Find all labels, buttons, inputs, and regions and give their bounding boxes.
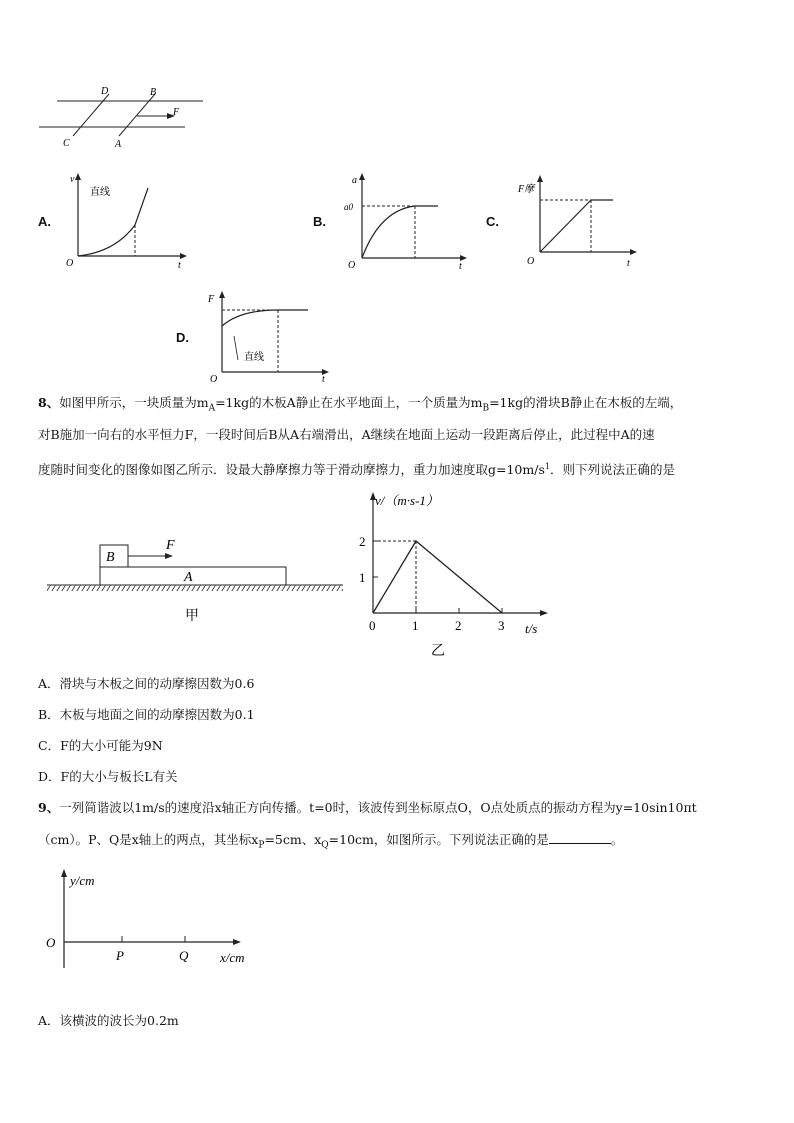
- q8-option-c[interactable]: C．F的大小可能为9N: [38, 738, 163, 753]
- svg-text:O: O: [66, 258, 74, 269]
- caption-yi: 乙: [431, 644, 445, 659]
- q7-option-a-graph: [60, 170, 190, 270]
- q7-option-c-letter[interactable]: C.: [486, 214, 499, 229]
- q8-number: 8、: [38, 395, 60, 410]
- y-cm-label: y/cm: [70, 873, 95, 888]
- label-D: D: [101, 86, 109, 97]
- force-f-label: F: [166, 538, 175, 553]
- origin-label: O: [46, 935, 56, 950]
- q8-stem-line-1: 8、如图甲所示，一块质量为$m_A=1kg$的木板A静止在水平地面上，一个质量为$m_B=1kg$的滑块B静止在木板的左端，: [38, 395, 683, 414]
- answer-blank[interactable]: [549, 831, 611, 844]
- svg-text:t: t: [627, 258, 630, 269]
- x-axis-label: t/s: [525, 621, 538, 636]
- point-q-label: Q: [179, 948, 189, 963]
- svg-text:O: O: [210, 374, 218, 385]
- svg-text:直线: 直线: [244, 352, 264, 363]
- svg-text:v: v: [70, 174, 75, 185]
- q9-stem-line-2: （cm）。P、Q是x轴上的两点，其坐标$x_P=5cm$、$x_Q=10cm$，如图所示。下列说法正确的是 。: [38, 832, 624, 851]
- q7-option-b-graph: [340, 170, 470, 270]
- y-tick-label: 1: [359, 570, 366, 585]
- q8-option-a[interactable]: A．滑块与木板之间的动摩擦因数为0.6: [38, 676, 255, 691]
- y-axis-label: v/（m·s-1）: [375, 493, 439, 508]
- q7-rail-figure: [35, 84, 215, 154]
- label-C: C: [63, 138, 70, 149]
- svg-text:t: t: [178, 260, 181, 270]
- block-b-label: B: [106, 550, 115, 565]
- q7-option-d-letter[interactable]: D.: [176, 330, 189, 345]
- q8-option-d[interactable]: D．F的大小与板长L有关: [38, 769, 178, 784]
- x-tick-label: 0: [369, 618, 376, 633]
- q8-velocity-chart: [345, 490, 560, 660]
- q9-number: 9、: [38, 800, 60, 815]
- svg-text:O: O: [527, 256, 535, 267]
- q8-figure-jia: [45, 530, 350, 625]
- q7-option-b-letter[interactable]: B.: [313, 214, 326, 229]
- x-tick-label: 3: [498, 618, 505, 633]
- board-a-label: A: [184, 570, 193, 585]
- q8-option-b[interactable]: B．木板与地面之间的动摩擦因数为0.1: [38, 707, 255, 722]
- q9-stem-line-1: 9、一列简谐波以1m/s的速度沿x轴正方向传播。t=0时，该波传到坐标原点O，O点处质点的振动方程为y=10sin10πt: [38, 800, 697, 815]
- svg-text:t: t: [322, 374, 325, 385]
- q9-option-a[interactable]: A．该横波的波长为0.2m: [38, 1013, 179, 1028]
- svg-text:F摩: F摩: [518, 184, 535, 195]
- velocity-series-line: [373, 541, 502, 613]
- svg-text:F: F: [208, 294, 215, 305]
- q9-wave-axes: [40, 865, 270, 975]
- svg-text:a: a: [352, 175, 357, 186]
- label-A: A: [115, 139, 122, 150]
- q7-option-a-letter[interactable]: A.: [38, 214, 51, 229]
- label-F: F: [173, 107, 180, 118]
- y-tick-label: 2: [359, 534, 366, 549]
- x-tick-label: 2: [455, 618, 462, 633]
- svg-text:O: O: [348, 260, 356, 270]
- note-straight-line: 直线: [90, 187, 110, 198]
- svg-text:t: t: [459, 261, 462, 270]
- q8-stem-line-3: 度随时间变化的图像如图乙所示．设最大静摩擦力等于滑动摩擦力，重力加速度取$g=10m/s^1$．则下列说法正确的是: [38, 462, 675, 478]
- q7-option-d-graph: [200, 288, 335, 388]
- q7-option-c-graph: [515, 170, 645, 270]
- q8-stem-line-2: 对B施加一向右的水平恒力F，一段时间后B从A右端滑出，A继续在地面上运动一段距离后停止，此过程中A的速: [38, 427, 655, 442]
- point-p-label: P: [116, 948, 124, 963]
- x-cm-label: x/cm: [220, 950, 245, 965]
- svg-text:a0: a0: [344, 202, 353, 212]
- x-tick-label: 1: [412, 618, 419, 633]
- label-B: B: [150, 87, 157, 98]
- caption-jia: 甲: [185, 609, 199, 624]
